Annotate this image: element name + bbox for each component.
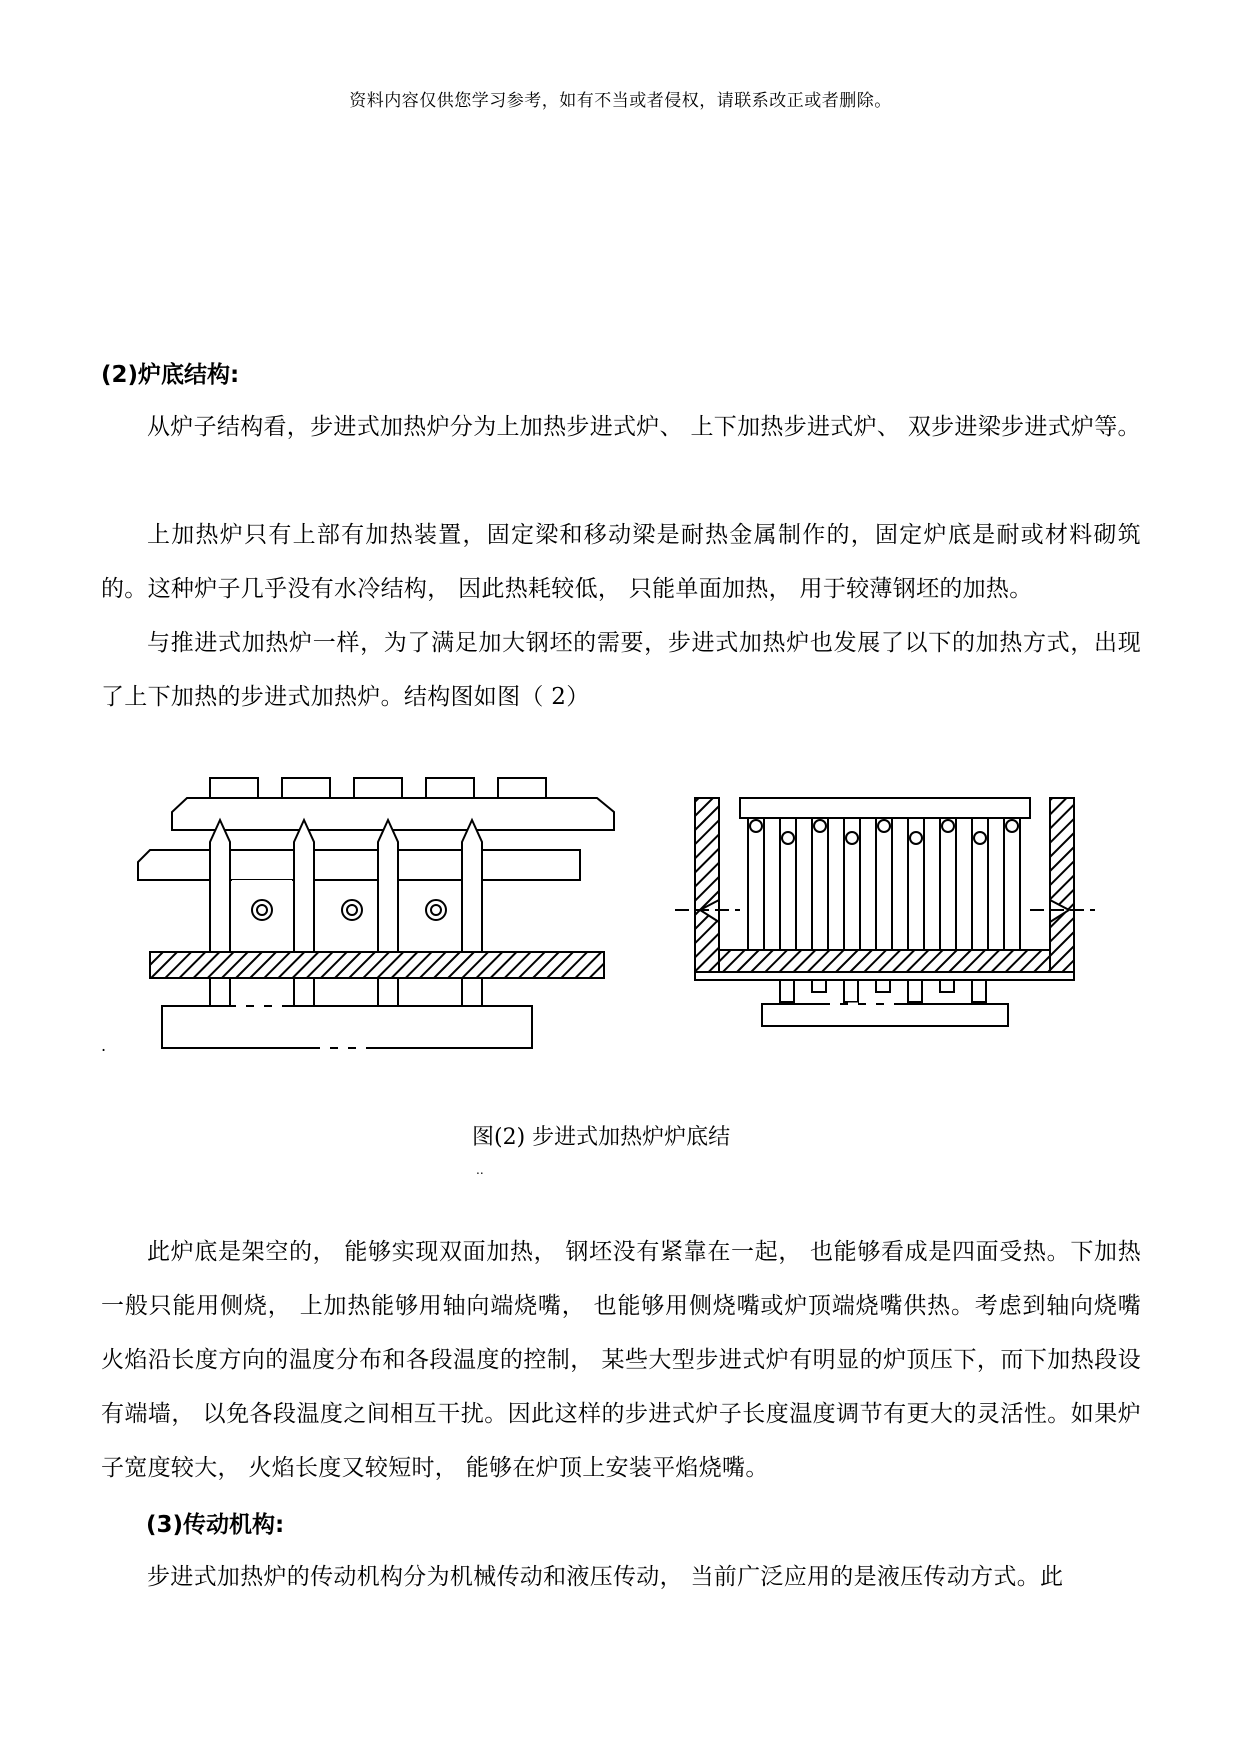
figure-caption-continuation: .. xyxy=(476,1163,484,1177)
right-structure-diagram xyxy=(675,798,1095,1026)
paragraph-1: 从炉子结构看，步进式加热炉分为上加热步进式炉、 上下加热步进式炉、 双步进梁步进式炉等。 xyxy=(147,414,1141,440)
left-structure-diagram xyxy=(138,778,614,1048)
paragraph-5: 步进式加热炉的传动机构分为机械传动和液压传动， 当前广泛应用的是液压传动方式。此 xyxy=(147,1564,1064,1590)
figure-caption: 图(2) 步进式加热炉炉底结 xyxy=(472,1125,731,1150)
paragraph-2: 上加热炉只有上部有加热装置，固定梁和移动梁是耐热金属制作的，固定炉底是耐或材料砌筑的。这种炉子几乎没有水冷结构， 因此热耗较低， 只能单面加热， 用于较薄钢坯的加热。 xyxy=(101,522,1141,602)
section-title-furnace-bottom: (2)炉底结构: xyxy=(101,362,240,388)
section-title-transmission: (3)传动机构: xyxy=(146,1512,285,1538)
furnace-bottom-diagram xyxy=(0,760,1241,1070)
paragraph-4: 此炉底是架空的， 能够实现双面加热， 钢坯没有紧靠在一起， 也能够看成是四面受热。下加热一般只能用侧烧， 上加热能够用轴向端烧嘴， 也能够用侧烧嘴或炉顶端烧嘴供热。考虑到轴向烧嘴火焰沿长度方向的温度分布和各段温度的控制， 某些大型步进式炉有明显的炉顶压下，而下加热段设有端墙， 以免各段温度之间相互干扰。因此这样的步进式炉子长度温度调节有更大的灵活性。如果炉子宽度较大， 火焰长度又较短时， 能够在炉顶上安装平焰烧嘴。 xyxy=(101,1239,1141,1481)
stray-mark: . xyxy=(101,1036,107,1055)
paragraph-3: 与推进式加热炉一样，为了满足加大钢坯的需要，步进式加热炉也发展了以下的加热方式，出现了上下加热的步进式加热炉。结构图如图（ 2） xyxy=(101,630,1141,710)
page-header: 资料内容仅供您学习参考，如有不当或者侵权，请联系改正或者删除。 xyxy=(349,91,892,111)
